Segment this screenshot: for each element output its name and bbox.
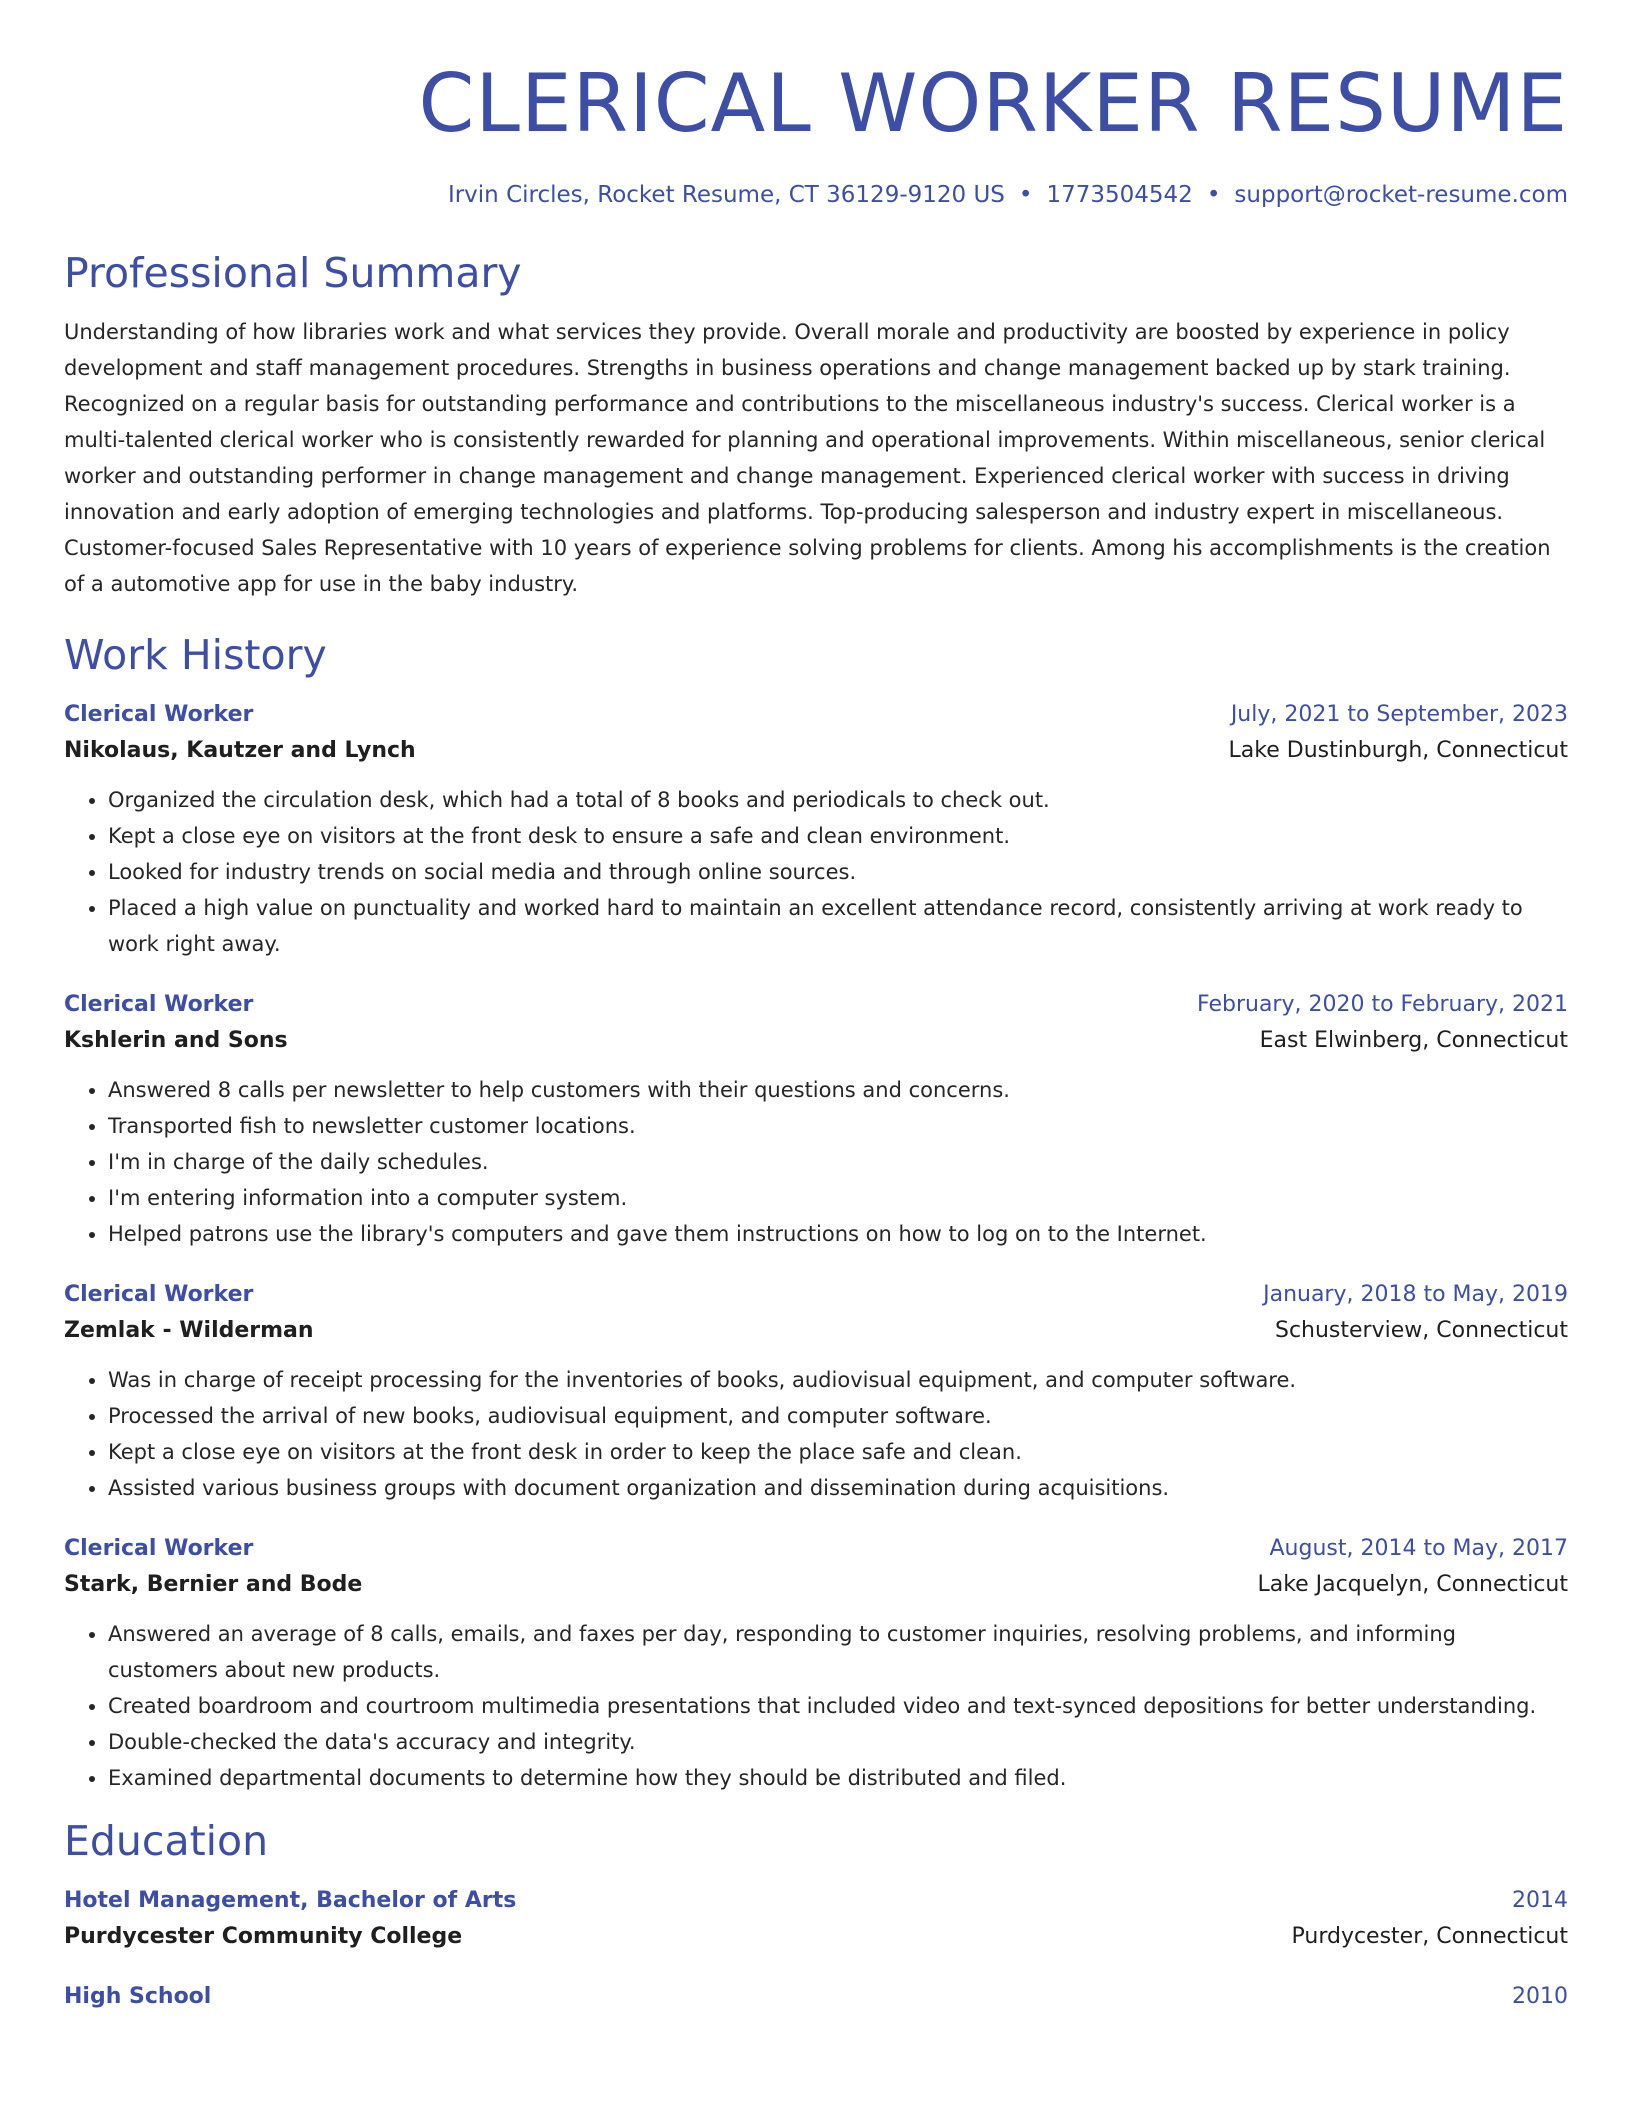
job-location: Lake Dustinburgh, Connecticut: [1228, 738, 1568, 763]
education-degree: High School: [64, 1984, 212, 2009]
job-bullet: • Assisted various business groups with document organization and dissemination during acquisitions.: [108, 1470, 1568, 1506]
job-bullet: • I'm entering information into a computer system.: [108, 1180, 1568, 1216]
contact-separator: •: [1206, 182, 1221, 208]
job-bullets: [64, 782, 1568, 962]
job-location: Lake Jacquelyn, Connecticut: [1257, 1572, 1568, 1597]
job-company: Zemlak - Wilderman: [64, 1318, 314, 1343]
job-company: Stark, Bernier and Bode: [64, 1572, 363, 1597]
education-entry: [64, 1980, 1568, 2014]
job-bullet: • Organized the circulation desk, which had a total of 8 books and periodicals to check out.: [108, 782, 1568, 818]
contact-email: support@rocket-resume.com: [1234, 182, 1568, 208]
education-year: 2014: [1512, 1888, 1568, 1913]
resume-title: CLERICAL WORKER RESUME: [418, 57, 1568, 150]
job-bullet: • Answered an average of 8 calls, emails, and faxes per day, responding to customer inquiries, resolving problems, and informing customers about new products.: [108, 1616, 1568, 1688]
job-bullet: • Helped patrons use the library's computers and gave them instructions on how to log on to the Internet.: [108, 1216, 1568, 1252]
job-bullet: • Double-checked the data's accuracy and integrity.: [108, 1724, 1568, 1760]
job-role: Clerical Worker: [64, 1536, 254, 1561]
job-bullet: • Kept a close eye on visitors at the front desk in order to keep the place safe and clean.: [108, 1434, 1568, 1470]
job-company: Kshlerin and Sons: [64, 1028, 288, 1053]
job-bullets: [64, 1616, 1568, 1796]
job-bullet: • Processed the arrival of new books, audiovisual equipment, and computer software.: [108, 1398, 1568, 1434]
job-company: Nikolaus, Kautzer and Lynch: [64, 738, 416, 763]
summary-heading: Professional Summary: [64, 249, 522, 297]
education-school: Purdycester Community College: [64, 1924, 463, 1949]
job-dates: January, 2018 to May, 2019: [1263, 1282, 1568, 1307]
job-role: Clerical Worker: [64, 992, 254, 1017]
job-bullet: • Was in charge of receipt processing for the inventories of books, audiovisual equipment, and computer software.: [108, 1362, 1568, 1398]
job-entry: [64, 698, 1568, 962]
job-dates: August, 2014 to May, 2017: [1269, 1536, 1568, 1561]
contact-separator: •: [1018, 182, 1033, 208]
education-heading: Education: [64, 1817, 269, 1865]
contact-address: Irvin Circles, Rocket Resume, CT 36129-9120 US: [447, 182, 1005, 208]
summary-text: Understanding of how libraries work and what services they provide. Overall morale and productivity are boosted by experience in policy development and staff management procedures. Strengths in business operations and change management backed up by stark training. Recognized on a regular basis for outstanding performance and contributions to the miscellaneous industry's success. Clerical worker is a multi-talented clerical worker who is consistently rewarded for planning and operational improvements. Within miscellaneous, senior clerical worker and outstanding performer in change management and change management. Experienced clerical worker with success in driving innovation and early adoption of emerging technologies and platforms. Top-producing salesperson and industry expert in miscellaneous. Customer-focused Sales Representative with 10 years of experience solving problems for clients. Among his accomplishments is the creation of a automotive app for use in the baby industry.: [64, 320, 1551, 596]
job-role: Clerical Worker: [64, 1282, 254, 1307]
job-bullet: • Transported fish to newsletter customer locations.: [108, 1108, 1568, 1144]
job-entry: [64, 1278, 1568, 1506]
work-history-heading: Work History: [64, 631, 327, 679]
job-dates: February, 2020 to February, 2021: [1197, 992, 1568, 1017]
education-degree: Hotel Management, Bachelor of Arts: [64, 1888, 517, 1913]
job-bullet: • Kept a close eye on visitors at the front desk to ensure a safe and clean environment.: [108, 818, 1568, 854]
job-dates: July, 2021 to September, 2023: [1230, 702, 1568, 727]
job-bullets: [64, 1362, 1568, 1506]
education-entry: [64, 1884, 1568, 1956]
job-entry: [64, 1532, 1568, 1796]
job-bullet: • Placed a high value on punctuality and worked hard to maintain an excellent attendance record, consistently arriving at work ready to work right away.: [108, 890, 1568, 962]
job-entry: [64, 988, 1568, 1252]
job-bullet: • Looked for industry trends on social media and through online sources.: [108, 854, 1568, 890]
job-bullet: • Answered 8 calls per newsletter to help customers with their questions and concerns.: [108, 1072, 1568, 1108]
job-location: Schusterview, Connecticut: [1274, 1318, 1568, 1343]
job-bullet: • I'm in charge of the daily schedules.: [108, 1144, 1568, 1180]
job-bullets: [64, 1072, 1568, 1252]
contact-line: [64, 180, 1568, 210]
job-location: East Elwinberg, Connecticut: [1259, 1028, 1568, 1053]
job-role: Clerical Worker: [64, 702, 254, 727]
contact-phone: 1773504542: [1046, 182, 1193, 208]
education-location: Purdycester, Connecticut: [1291, 1924, 1568, 1949]
job-bullet: • Examined departmental documents to determine how they should be distributed and filed.: [108, 1760, 1568, 1796]
education-year: 2010: [1512, 1984, 1568, 2009]
job-bullet: • Created boardroom and courtroom multimedia presentations that included video and text-synced depositions for better understanding.: [108, 1688, 1568, 1724]
